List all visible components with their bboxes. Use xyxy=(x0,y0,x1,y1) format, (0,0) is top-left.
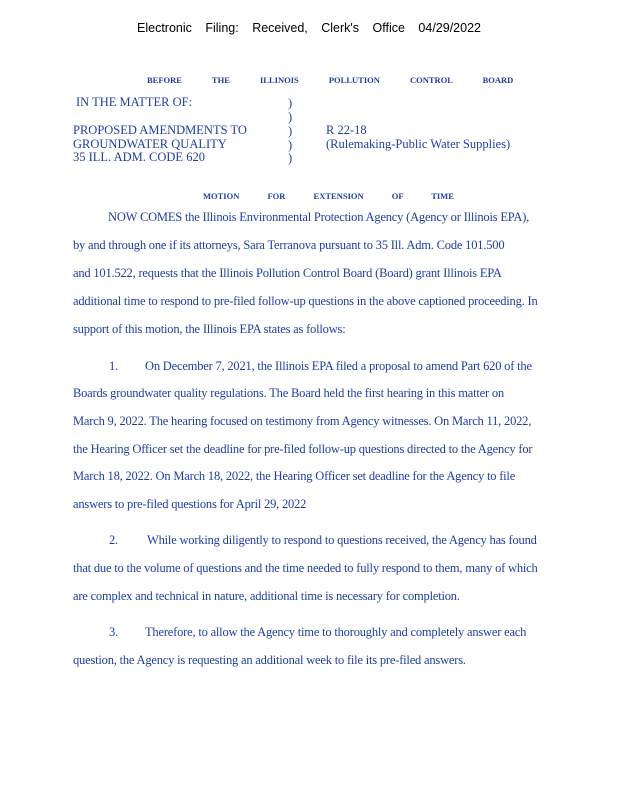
board-title: BEFORE THE ILLINOIS POLLUTION CONTROL BOARD xyxy=(147,75,514,85)
motion-title: MOTION FOR EXTENSION OF TIME xyxy=(203,191,454,201)
in-the-matter-label: IN THE MATTER OF: xyxy=(76,95,193,109)
body-line: NOW COMES the Illinois Environmental Protection Agency (Agency or Illinois EPA), xyxy=(108,210,530,224)
body-line: On December 7, 2021, the Illinois EPA filed a proposal to amend Part 620 of the xyxy=(145,359,532,373)
body-line: that due to the volume of questions and the time needed to fully respond to them, many of which xyxy=(73,561,538,575)
docket-number: R 22-18 xyxy=(326,123,367,137)
groundwater-quality-line: GROUNDWATER QUALITY xyxy=(73,137,227,151)
caption-paren: ) xyxy=(288,96,293,110)
filing-stamp: Electronic Filing: Received, Clerk's Office 04/29/2022 xyxy=(137,21,481,35)
body-line: answers to pre-filed questions for April 29, 2022 xyxy=(73,497,307,511)
proposed-amendments-line: PROPOSED AMENDMENTS TO xyxy=(73,123,247,137)
body-line: support of this motion, the Illinois EPA states as follows: xyxy=(73,322,346,336)
body-line: March 18, 2022. On March 18, 2022, the Hearing Officer set deadline for the Agency to file xyxy=(73,469,516,483)
caption-paren: ) xyxy=(288,124,293,138)
body-line: Therefore, to allow the Agency time to thoroughly and completely answer each xyxy=(145,625,527,639)
caption-paren: ) xyxy=(288,138,293,152)
body-line: and 101.522, requests that the Illinois Pollution Control Board (Board) grant Illinois EPA xyxy=(73,266,502,280)
paragraph-number: 1. xyxy=(109,359,118,373)
body-line: are complex and technical in nature, additional time is necessary for completion. xyxy=(73,589,460,603)
body-line: Boards groundwater quality regulations. The Board held the first hearing in this matter on xyxy=(73,386,504,400)
body-line: additional time to respond to pre-filed follow-up questions in the above captioned proceeding. In xyxy=(73,294,538,308)
body-line: the Hearing Officer set the deadline for pre-filed follow-up questions directed to the Agency for xyxy=(73,442,533,456)
code-citation-line: 35 ILL. ADM. CODE 620 xyxy=(73,150,205,164)
caption-paren: ) xyxy=(288,110,293,124)
caption-paren: ) xyxy=(288,151,293,165)
body-line: by and through one if its attorneys, Sara Terranova pursuant to 35 Ill. Adm. Code 101.500 xyxy=(73,238,505,252)
body-line: March 9, 2022. The hearing focused on testimony from Agency witnesses. On March 11, 2022, xyxy=(73,414,532,428)
paragraph-number: 2. xyxy=(109,533,118,547)
body-line: question, the Agency is requesting an additional week to file its pre-filed answers. xyxy=(73,653,466,667)
body-line: While working diligently to respond to questions received, the Agency has found xyxy=(147,533,537,547)
docket-description: (Rulemaking-Public Water Supplies) xyxy=(326,137,511,151)
paragraph-number: 3. xyxy=(109,625,118,639)
